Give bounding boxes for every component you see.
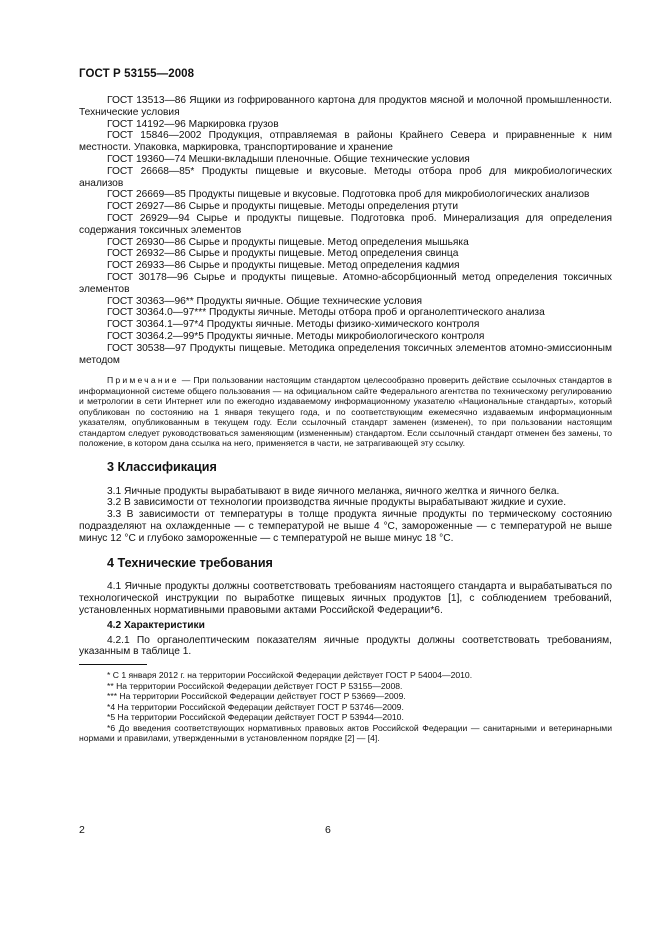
reference-item: ГОСТ 13513—86 Ящики из гофрированного картона для продуктов мясной и молочной промышленности. Технические условия [79,95,612,118]
note-label: Примечание [107,375,179,386]
reference-item: ГОСТ 26669—85 Продукты пищевые и вкусовые. Подготовка проб для микробиологических анализов [107,189,590,201]
page-number-center: 6 [325,824,331,836]
footnote-4: *4 На территории Российской Федерации действует ГОСТ Р 53746—2009. [107,701,404,712]
reference-item: ГОСТ 30364.2—99*5 Продукты яичные. Методы микробиологического контроля [107,330,485,342]
clause-4-2-1: 4.2.1 По органолептическим показателям яичные продукты должны соответствовать требованиям, указанным в таблице 1. [79,634,612,658]
page-content [79,95,612,744]
reference-item: ГОСТ 26933—86 Сырье и продукты пищевые. Метод определения кадмия [107,260,460,272]
clause-3-2: 3.2 В зависимости от технологии производства яичные продукты вырабатывают жидкие и сухие. [107,497,567,509]
footnote-5: *5 На территории Российской Федерации действует ГОСТ Р 53944—2010. [107,712,404,723]
note-text: — При пользовании настоящим стандартом целесообразно проверить действие ссылочных стандартов в информационной системе общего пользования — на официальном сайте Федерального агентства по техническому регулированию и метрологии в сети Интернет или по ежегодно издаваемому информационному указателю «Национальные стандарты», который опубликован по состоянию на 1 января текущего года, и по соответствующим ежемесячно издаваемым информационным указателям, опубликованным в текущем году. Если ссылочный стандарт заменен (изменен), то при пользовании настоящим стандартом следует руководствоваться заменяющим (измененным) стандартом. Если ссылочный стандарт отменен без замены, то положение, в котором дана ссылка на него, применяется в части, не затрагивающей эту ссылку. [79,375,612,449]
clause-3-1: 3.1 Яичные продукты вырабатывают в виде яичного меланжа, яичного желтка и яичного белка. [107,485,560,497]
reference-item: ГОСТ 14192—96 Маркировка грузов [107,118,279,130]
reference-item: ГОСТ 30364.1—97*4 Продукты яичные. Методы физико-химического контроля [107,319,480,331]
reference-item: ГОСТ 30538—97 Продукты пищевые. Методика определения токсичных элементов атомно-эмиссионным методом [79,342,612,366]
page-number-left: 2 [79,824,85,836]
section-3-heading: 3 Классификация [107,459,217,474]
footnote-1: * С 1 января 2012 г. на территории Российской Федерации действует ГОСТ Р 54004—2010. [107,670,473,681]
normative-references-list [79,95,612,366]
reference-item: ГОСТ 26929—94 Сырье и продукты пищевые. Подготовка проб. Минерализация для определения содержания токсичных элементов [79,212,612,236]
clause-3-3: 3.3 В зависимости от температуры в толще продукта яичные продукты по термическому состоянию подразделяют на охлажденные — с температурой не выше 4 °С, замороженные — с температурой не выше минус 12 °С и глубоко замороженные — с температурой не выше минус 18 °С. [79,509,612,544]
footnote-2: ** На территории Российской Федерации действует ГОСТ Р 53155—2008. [107,680,403,691]
reference-item: ГОСТ 15846—2002 Продукция, отправляемая в районы Крайнего Севера и приравненные к ним местности. Упаковка, маркировка, транспортирование и хранение [79,130,612,154]
footnote-3: *** На территории Российской Федерации действует ГОСТ Р 53669—2009. [107,691,406,702]
reference-item: ГОСТ 26930—86 Сырье и продукты пищевые. Метод определения мышьяка [107,236,469,248]
reference-item: ГОСТ 26932—86 Сырье и продукты пищевые. Метод определения свинца [107,248,459,260]
reference-item: ГОСТ 19360—74 Мешки-вкладыши пленочные. Общие технические условия [107,153,470,165]
reference-item: ГОСТ 26668—85* Продукты пищевые и вкусовые. Методы отбора проб для микробиологических анализов [79,165,612,189]
section-4-heading: 4 Технические требования [107,555,273,570]
footnotes [79,670,612,744]
reference-item: ГОСТ 30364.0—97*** Продукты яичные. Методы отбора проб и органолептического анализа [107,307,545,319]
clause-4-1: 4.1 Яичные продукты должны соответствовать требованиям настоящего стандарта и вырабатываться по технологической инструкции по выработке пищевых яичных продуктов [1], с соблюдением требований, установленных нормативными правовыми актами Российской Федерации*6. [79,581,612,616]
page-header-title: ГОСТ Р 53155—2008 [79,68,195,80]
subsection-4-2-heading: 4.2 Характеристики [107,619,205,631]
footnote-6: *6 До введения соответствующих нормативных правовых актов Российской Федерации — санитарными и ветеринарными нормами и правилами, утвержденными в установленном порядке [2] — [4]. [79,722,612,744]
footnote-separator [79,664,147,665]
reference-item: ГОСТ 30363—96** Продукты яичные. Общие технические условия [107,295,423,307]
references-note [79,375,612,449]
reference-item: ГОСТ 30178—96 Сырье и продукты пищевые. Атомно-абсорбционный метод определения токсичных элементов [79,271,612,295]
reference-item: ГОСТ 26927—86 Сырье и продукты пищевые. Методы определения ртути [107,201,459,213]
